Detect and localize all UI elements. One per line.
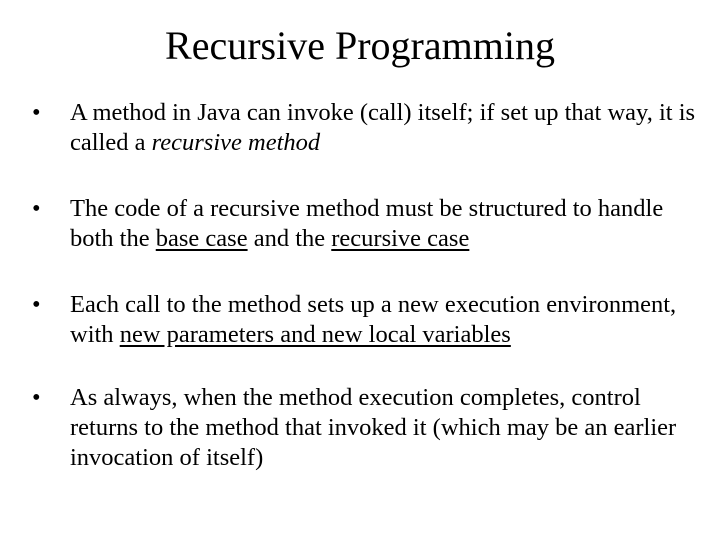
- bullet-3-underlined-term: new parameters and new local variables: [119, 321, 511, 348]
- bullet-1-text: A method in Java can invoke (call) itself; if set up that way, it is called a: [70, 99, 696, 156]
- bullet-1-italic-term: recursive method: [151, 129, 321, 156]
- bullet-item-3: [30, 290, 700, 350]
- bullet-2-text: The code of a recursive method must be structured to handle both the: [70, 195, 664, 252]
- slide-title: Recursive Programming: [165, 23, 555, 68]
- bullet-marker: •: [32, 195, 41, 222]
- bullet-item-2: [30, 194, 700, 254]
- bullet-2-underlined-base-case: base case: [155, 225, 248, 252]
- bullet-marker: •: [32, 291, 41, 318]
- bullet-item-4: [30, 383, 700, 473]
- bullet-list: [30, 98, 700, 509]
- bullet-4-text: As always, when the method execution completes, control returns to the method that invoked it (which may be an earlier invocation of itself): [70, 384, 677, 471]
- bullet-2-text-connector: and the: [247, 225, 332, 252]
- bullet-2-underlined-recursive-case: recursive case: [331, 225, 470, 252]
- bullet-marker: •: [32, 99, 41, 126]
- bullet-item-1: [30, 98, 700, 158]
- bullet-marker: •: [32, 384, 41, 411]
- bullet-3-text: Each call to the method sets up a new execution environment, with: [70, 291, 677, 348]
